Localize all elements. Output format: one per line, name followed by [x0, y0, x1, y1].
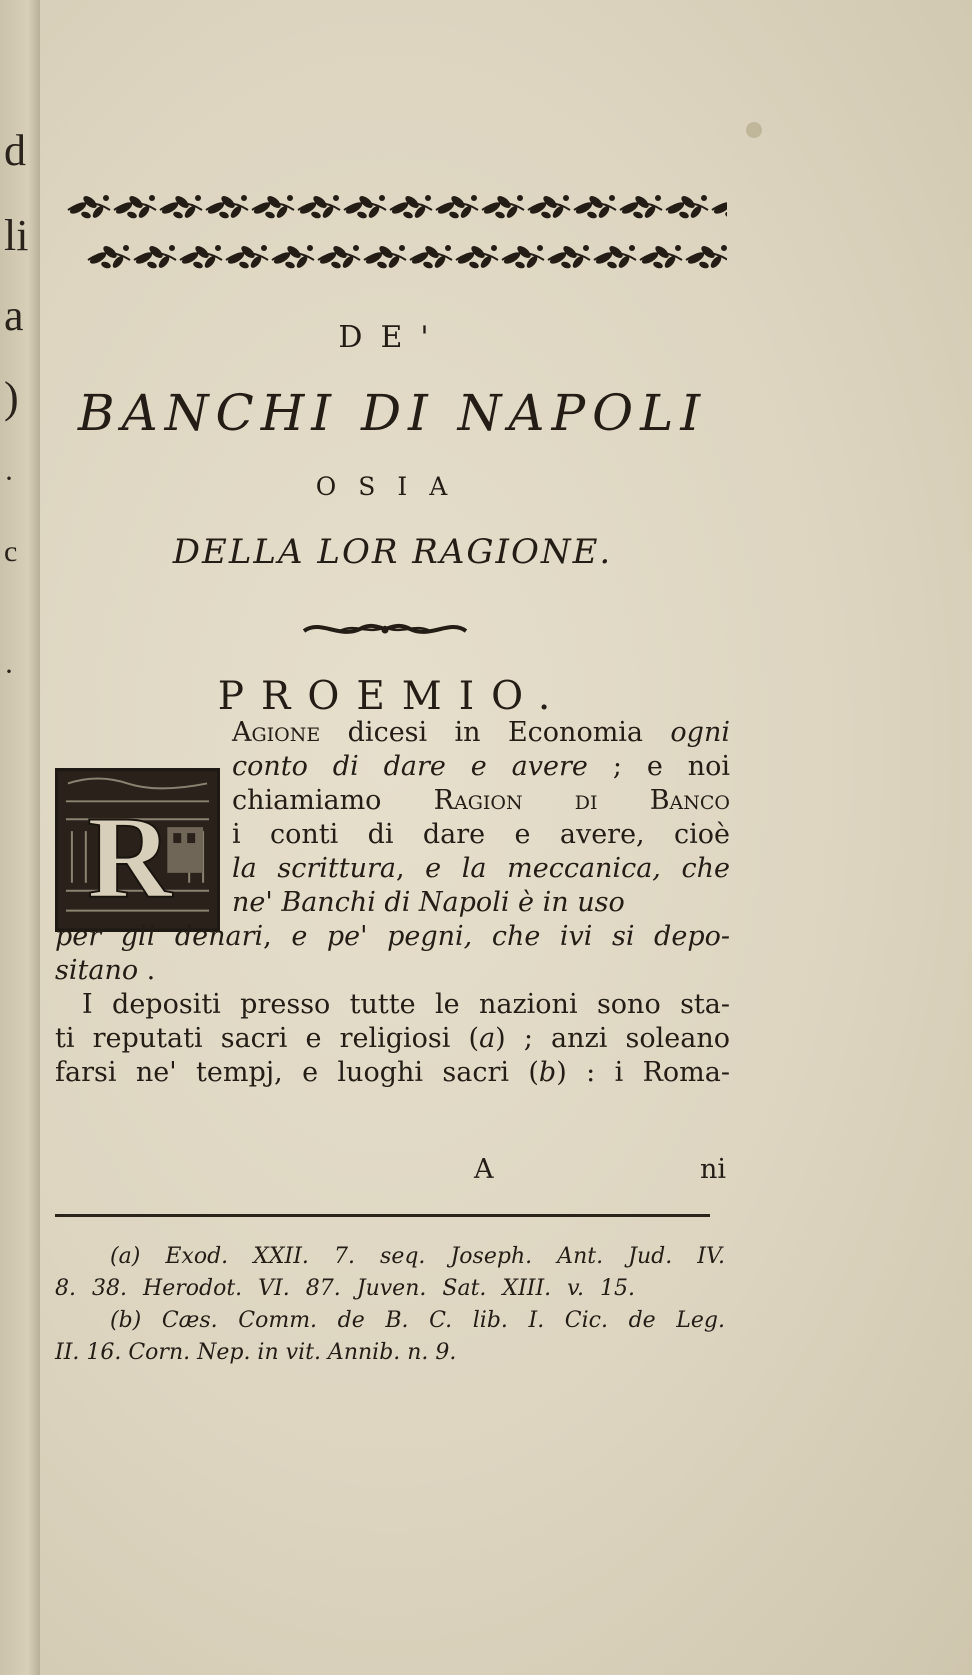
body-text-run: ti reputati sacri e religiosi ( — [55, 1023, 480, 1054]
section-heading: PROEMIO. — [217, 674, 568, 719]
body-line — [232, 716, 730, 750]
facing-page-char: a — [4, 291, 24, 340]
body-text-run: sitano — [55, 955, 139, 986]
body-text-run: la scrittura — [232, 853, 396, 884]
facing-page-char: c — [4, 535, 18, 568]
footnote-line: (b) Cæs. Comm. de B. C. lib. I. Cic. de Leg. — [110, 1308, 725, 1333]
facing-page-char: · — [4, 462, 14, 495]
book-title: BANCHI DI NAPOLI — [77, 384, 708, 442]
body-text-run: dicesi in Economia — [320, 717, 671, 748]
body-text-run: conto di dare e avere — [232, 751, 588, 782]
body-text-run: ogni — [670, 717, 730, 748]
body-text-run: Ragion di Banco — [433, 785, 730, 816]
facing-page-char: ) — [4, 373, 19, 422]
ornament-band-bottom — [62, 238, 727, 278]
book-subtitle: DELLA LOR RAGIONE. — [172, 532, 613, 572]
body-text-run: , — [395, 853, 426, 884]
catchword: ni — [700, 1154, 727, 1185]
body-text-run: per gli denari — [55, 921, 264, 952]
body-line — [232, 750, 730, 784]
foxing-spot — [746, 122, 762, 138]
body-line — [232, 852, 730, 886]
footnote-line: 8. 38. Herodot. VI. 87. Juven. Sat. XIII. v. 15. — [55, 1276, 635, 1301]
drop-cap-letter: R — [87, 793, 172, 923]
facing-page-char: li — [4, 211, 29, 260]
flourish-ornament — [300, 617, 470, 641]
body-text-run: farsi ne' tempj, e luoghi sacri ( — [55, 1057, 539, 1088]
title-prefix: DE' — [338, 320, 447, 355]
body-text-run: Agione — [232, 717, 321, 748]
body-text-run: , — [263, 921, 292, 952]
footnote-rule — [55, 1214, 710, 1217]
body-text-run: i conti di dare e avere, cioè — [232, 819, 730, 850]
body-line — [232, 886, 730, 920]
body-line — [55, 920, 730, 954]
title-connector: OSIA — [315, 472, 470, 501]
body-text-run: ) : i Roma- — [556, 1057, 730, 1088]
footnote-line: II. 16. Corn. Nep. in vit. Annib. n. 9. — [55, 1340, 457, 1365]
body-line — [55, 1022, 730, 1056]
body-text-run: ne' Banchi di Napoli è in uso — [232, 887, 625, 918]
body-line — [55, 1056, 730, 1090]
body-text-run: b — [538, 1057, 557, 1088]
body-text-run: I depositi presso tutte le nazioni sono sta- — [82, 989, 730, 1020]
body-text-run: e pe' pegni, che ivi si depo- — [291, 921, 730, 952]
body-text-run: chiamiamo — [232, 785, 434, 816]
ornament-band-top — [62, 188, 727, 228]
body-line — [82, 988, 730, 1022]
body-line — [232, 784, 730, 818]
body-line — [55, 954, 730, 988]
signature-mark: A — [474, 1154, 494, 1185]
body-text-run: a — [479, 1023, 496, 1054]
body-text-run: . — [138, 955, 156, 986]
facing-page-edge — [0, 0, 40, 1675]
body-text-run: ; e noi — [587, 751, 730, 782]
footnote-line: (a) Exod. XXII. 7. seq. Joseph. Ant. Jud. IV. — [110, 1244, 725, 1269]
body-text-run: ) ; anzi soleano — [495, 1023, 730, 1054]
decorated-initial — [55, 768, 220, 932]
body-line — [232, 818, 730, 852]
facing-page-char: · — [4, 655, 14, 688]
facing-page-char: d — [4, 126, 26, 175]
body-text-run: e la meccanica, che — [425, 853, 730, 884]
